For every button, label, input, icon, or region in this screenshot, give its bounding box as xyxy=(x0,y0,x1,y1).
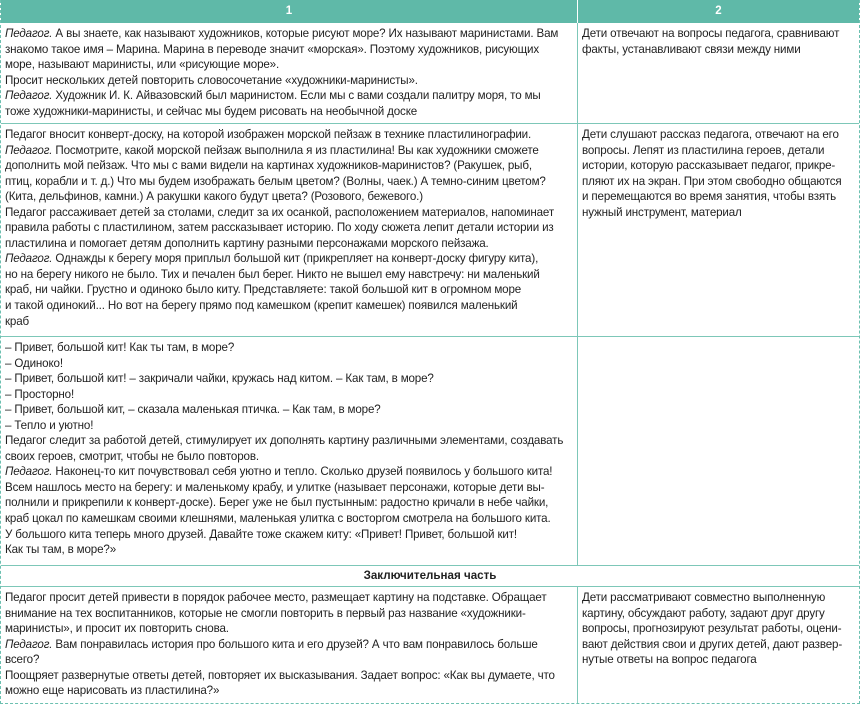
table-row xyxy=(1,124,859,337)
header-col-2: 2 xyxy=(715,5,722,17)
paragraph: Педагог вносит конверт-доску, на которой изображен морской пейзаж в технике пластилинографии. xyxy=(5,128,532,141)
teacher-activity-cell xyxy=(1,337,578,565)
table-header xyxy=(1,0,859,23)
children-activity-cell xyxy=(578,23,859,123)
paragraph: Поощряет развернутые ответы детей, повторяет их высказывания. Задает вопрос: «Как вы думаете, что можно еще нарисовать из пластилина?» xyxy=(5,668,555,698)
paragraph: Педагог. Художник И. К. Айвазовский был маринистом. Если мы с вами создали палитру моря, то мы тоже художники-маринисты, и сейчас мы будем рисовать на необычной доске xyxy=(5,89,541,118)
paragraph: Дети слушают рассказ педагога, отвечают на его вопросы. Лепят из пластилина героев, детали истории, которую рассказывает педагог, прикре- пляют их на экран. При этом свободно общаются и перемещаются во время занятия, чтобы взять нужный инструмент, материал xyxy=(582,128,842,219)
paragraph: – Привет, большой кит! Как ты там, в море? – Одиноко! – Привет, большой кит! – закричали чайки, кружась над китом. – Как там, в море? – Просторно! – Привет, большой кит, – сказала маленькая птичка. – Как там, в море? – Тепло и уютно! xyxy=(5,341,434,432)
table-row xyxy=(1,587,859,703)
section-title: Заключительная часть xyxy=(1,566,859,587)
table-row xyxy=(1,337,859,566)
paragraph: Педагог. Вам понравилась история про большого кита и его друзей? А что вам понравилось больше всего? xyxy=(5,637,538,667)
paragraph: Педагог следит за работой детей, стимулирует их дополнять картину различными элементами, создавать своих героев, смотрит, чтобы не было повторов. xyxy=(5,434,564,463)
table-row xyxy=(1,23,859,124)
paragraph: Педагог. Наконец-то кит почувствовал себя уютно и тепло. Сколько друзей появилось у большого кита! Всем нашлось место на берегу: и маленькому крабу, и улитке (называет персонажи, которые дети вы- полнили и прикрепили к конверт-доске). Берег уже не был пустынным: радостно кричали в небе чайки, краб цокал по камешкам своими клешнями, маленькая улитка с восторгом смотрела на большого кита. У большого кита теперь много друзей. Давайте тоже скажем киту: «Привет! Привет, большой кит! Как ты там, в море?» xyxy=(5,465,553,557)
paragraph: Педагог рассаживает детей за столами, следит за их осанкой, расположением материалов, напоминает правила работы с пластилином, затем рассказывает историю. По ходу сюжета лепит детали истории из пластилина и помогает детям дополнить картину разными персонажами морского пейзажа. xyxy=(5,205,554,250)
children-activity-cell xyxy=(578,124,859,336)
teacher-activity-cell xyxy=(1,124,578,336)
header-col-1: 1 xyxy=(1,0,578,23)
children-activity-cell xyxy=(578,587,859,703)
paragraph: Дети рассматривают совместно выполненную картину, обсуждают работу, задают друг другу вопросы, прогнозируют результат работы, оцени- вают действия свои и других детей, дают развер- нутые ответы на вопрос педагога xyxy=(582,591,843,667)
paragraph: Дети отвечают на вопросы педагога, сравнивают факты, устанавливают связи между ними xyxy=(582,27,840,56)
paragraph: Педагог. А вы знаете, как называют художников, которые рисуют море? Их называют маринистами. Вам знакомо такое имя – Марина. Марина в переводе значит «морская». Поэтому художников, рисующих море, называют маринисты, или «рисующие море». xyxy=(5,27,559,72)
children-activity-cell xyxy=(578,337,859,565)
paragraph: Просит нескольких детей повторить словосочетание «художники-маринисты». xyxy=(5,73,418,87)
paragraph: Педагог. Однажды к берегу моря приплыл большой кит (прикрепляет на конверт-доску фигуру кита), но на берегу никого не было. Тих и печален был берег. Никто не вышел ему навстречу: ни маленький краб, ни чайки. Грустно и одиноко было киту. Представляете: такой большой кит в огромном море и такой одинокий... Но вот на берегу прямо под камешком (крепит камешек) появился маленький краб xyxy=(5,252,540,328)
teacher-activity-cell xyxy=(1,23,578,123)
paragraph: Педагог. Посмотрите, какой морской пейзаж выполнила я из пластилина! Вы как художники сможете дополнить мой пейзаж. Что мы с вами видели на картинах художников-маринистов? (Ракушек, рыб, птиц, корабли и т. д.) Что мы будем изображать белым цветом? (Волны, чаек.) А темно-синим цветом? (Кита, дельфинов, камни.) А ракушки какого будут цвета? (Розового, бежевого.) xyxy=(5,143,546,204)
teacher-activity-cell xyxy=(1,587,578,703)
paragraph: Педагог просит детей привести в порядок рабочее место, размещает картину на подставке. Обращает внимание на тех воспитанников, которые не смогли повторить в первый раз название «художники- маринисты», и просит их повторить снова. xyxy=(5,591,547,636)
